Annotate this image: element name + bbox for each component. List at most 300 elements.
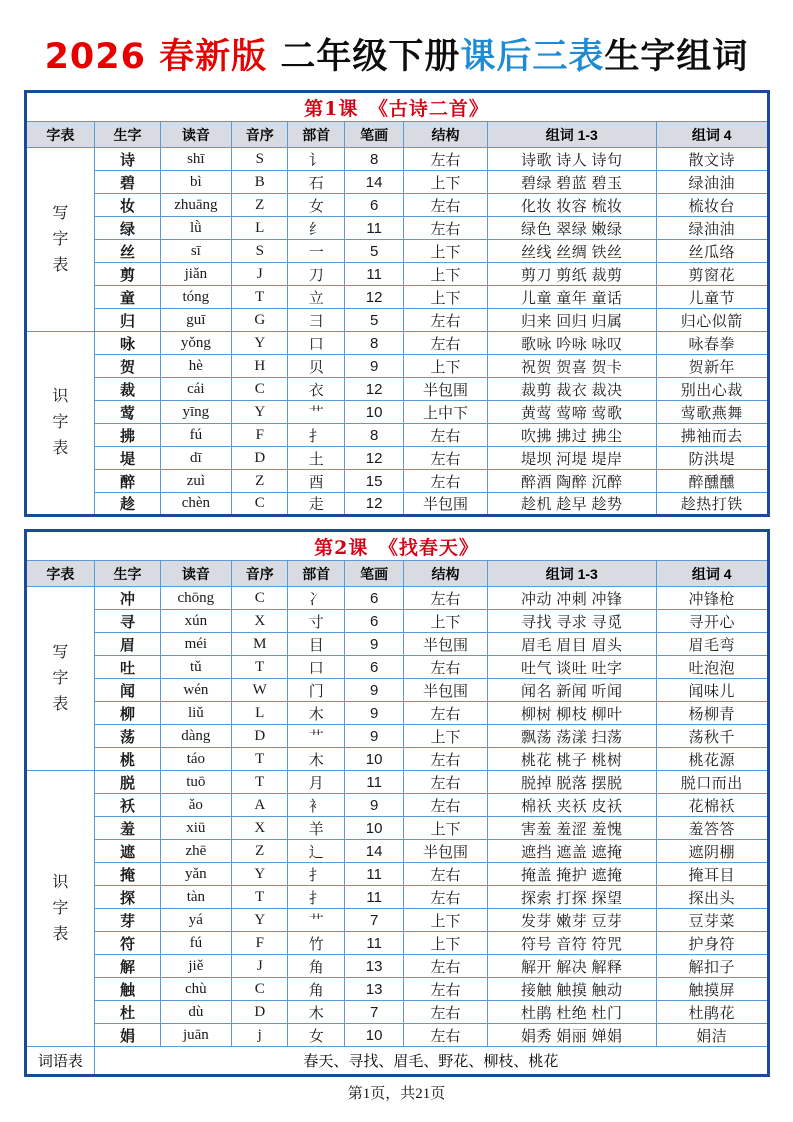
column-header: 结构	[404, 122, 487, 148]
alphabet-order-cell: T	[232, 886, 288, 909]
radical-cell: 扌	[288, 424, 344, 447]
column-header: 读音	[160, 561, 231, 587]
alphabet-order-cell: C	[232, 378, 288, 401]
pinyin-cell: yá	[160, 909, 231, 932]
words-1-3-cell: 吹拂 拂过 拂尘	[487, 424, 656, 447]
words-1-3-cell: 诗歌 诗人 诗句	[487, 148, 656, 171]
word-4-cell: 贺新年	[656, 355, 768, 378]
stroke-count-cell: 11	[344, 886, 403, 909]
table-row	[25, 401, 768, 424]
stroke-count-cell: 10	[344, 817, 403, 840]
table-row	[25, 1001, 768, 1024]
structure-cell: 左右	[404, 771, 487, 794]
words-1-3-cell: 剪刀 剪纸 裁剪	[487, 263, 656, 286]
character-cell: 醉	[95, 470, 160, 493]
word-4-cell: 护身符	[656, 932, 768, 955]
pinyin-cell: yīng	[160, 401, 231, 424]
structure-cell: 左右	[404, 217, 487, 240]
pinyin-cell: guī	[160, 309, 231, 332]
character-cell: 趁	[95, 493, 160, 516]
character-cell: 遮	[95, 840, 160, 863]
pinyin-cell: táo	[160, 748, 231, 771]
structure-cell: 上下	[404, 240, 487, 263]
word-4-cell: 剪窗花	[656, 263, 768, 286]
alphabet-order-cell: T	[232, 286, 288, 309]
radical-cell: 艹	[288, 725, 344, 748]
character-cell: 符	[95, 932, 160, 955]
structure-cell: 半包围	[404, 493, 487, 516]
alphabet-order-cell: Z	[232, 840, 288, 863]
words-1-3-cell: 眉毛 眉目 眉头	[487, 633, 656, 656]
stroke-count-cell: 11	[344, 932, 403, 955]
column-header: 音序	[232, 122, 288, 148]
alphabet-order-cell: Z	[232, 194, 288, 217]
stroke-count-cell: 6	[344, 656, 403, 679]
character-cell: 羞	[95, 817, 160, 840]
structure-cell: 上下	[404, 725, 487, 748]
structure-cell: 半包围	[404, 633, 487, 656]
words-1-3-cell: 杜鹃 杜绝 杜门	[487, 1001, 656, 1024]
character-cell: 闻	[95, 679, 160, 702]
stroke-count-cell: 9	[344, 355, 403, 378]
table-row	[25, 794, 768, 817]
alphabet-order-cell: S	[232, 240, 288, 263]
table-row	[25, 886, 768, 909]
words-1-3-cell: 化妆 妆容 梳妆	[487, 194, 656, 217]
table-row	[25, 932, 768, 955]
alphabet-order-cell: B	[232, 171, 288, 194]
alphabet-order-cell: j	[232, 1024, 288, 1047]
stroke-count-cell: 6	[344, 610, 403, 633]
alphabet-order-cell: C	[232, 978, 288, 1001]
words-1-3-cell: 碧绿 碧蓝 碧玉	[487, 171, 656, 194]
alphabet-order-cell: M	[232, 633, 288, 656]
table-row	[25, 1024, 768, 1047]
structure-cell: 左右	[404, 863, 487, 886]
stroke-count-cell: 8	[344, 424, 403, 447]
words-1-3-cell: 绿色 翠绿 嫩绿	[487, 217, 656, 240]
pinyin-cell: dàng	[160, 725, 231, 748]
alphabet-order-cell: T	[232, 748, 288, 771]
radical-cell: 目	[288, 633, 344, 656]
words-1-3-cell: 探索 打探 探望	[487, 886, 656, 909]
stroke-count-cell: 7	[344, 1001, 403, 1024]
structure-cell: 左右	[404, 194, 487, 217]
radical-cell: 土	[288, 447, 344, 470]
character-cell: 莺	[95, 401, 160, 424]
words-1-3-cell: 发芽 嫩芽 豆芽	[487, 909, 656, 932]
word-4-cell: 寻开心	[656, 610, 768, 633]
column-header: 结构	[404, 561, 487, 587]
word-4-cell: 绿油油	[656, 171, 768, 194]
column-header: 生字	[95, 561, 160, 587]
character-cell: 归	[95, 309, 160, 332]
radical-cell: 艹	[288, 909, 344, 932]
word-4-cell: 触摸屏	[656, 978, 768, 1001]
title-subject: 生字组词	[604, 37, 749, 77]
column-header: 字表	[25, 561, 95, 587]
character-cell: 童	[95, 286, 160, 309]
table-row	[25, 771, 768, 794]
radical-cell: 木	[288, 1001, 344, 1024]
character-cell: 解	[95, 955, 160, 978]
radical-cell: 刀	[288, 263, 344, 286]
word-4-cell: 荡秋千	[656, 725, 768, 748]
word-4-cell: 趁热打铁	[656, 493, 768, 516]
structure-cell: 左右	[404, 148, 487, 171]
words-1-3-cell: 掩盖 掩护 遮掩	[487, 863, 656, 886]
pinyin-cell: zhuāng	[160, 194, 231, 217]
stroke-count-cell: 6	[344, 587, 403, 610]
structure-cell: 左右	[404, 886, 487, 909]
table-row	[25, 702, 768, 725]
pinyin-cell: xiū	[160, 817, 231, 840]
table-row	[25, 909, 768, 932]
words-1-3-cell: 桃花 桃子 桃树	[487, 748, 656, 771]
radical-cell: 寸	[288, 610, 344, 633]
stroke-count-cell: 13	[344, 955, 403, 978]
alphabet-order-cell: L	[232, 217, 288, 240]
alphabet-order-cell: D	[232, 725, 288, 748]
table-row	[25, 194, 768, 217]
column-header: 字表	[25, 122, 95, 148]
alphabet-order-cell: T	[232, 771, 288, 794]
table-row	[25, 286, 768, 309]
column-header-row	[25, 122, 768, 148]
character-cell: 脱	[95, 771, 160, 794]
table-row	[25, 748, 768, 771]
stroke-count-cell: 13	[344, 978, 403, 1001]
stroke-count-cell: 6	[344, 194, 403, 217]
table-row	[25, 263, 768, 286]
stroke-count-cell: 12	[344, 493, 403, 516]
pinyin-cell: bì	[160, 171, 231, 194]
character-cell: 芽	[95, 909, 160, 932]
words-1-3-cell: 寻找 寻求 寻觅	[487, 610, 656, 633]
character-cell: 掩	[95, 863, 160, 886]
alphabet-order-cell: G	[232, 309, 288, 332]
alphabet-order-cell: Y	[232, 909, 288, 932]
table-row	[25, 840, 768, 863]
alphabet-order-cell: Y	[232, 332, 288, 355]
table-row	[25, 679, 768, 702]
word-4-cell: 防洪堤	[656, 447, 768, 470]
character-cell: 桃	[95, 748, 160, 771]
radical-cell: 女	[288, 194, 344, 217]
pinyin-cell: dù	[160, 1001, 231, 1024]
stroke-count-cell: 11	[344, 863, 403, 886]
pinyin-cell: tǔ	[160, 656, 231, 679]
character-cell: 堤	[95, 447, 160, 470]
alphabet-order-cell: J	[232, 263, 288, 286]
alphabet-order-cell: T	[232, 656, 288, 679]
character-cell: 妆	[95, 194, 160, 217]
alphabet-order-cell: Z	[232, 470, 288, 493]
table-row	[25, 955, 768, 978]
column-header: 组词 4	[656, 122, 768, 148]
alphabet-order-cell: S	[232, 148, 288, 171]
structure-cell: 左右	[404, 1024, 487, 1047]
words-1-3-cell: 归来 回归 归属	[487, 309, 656, 332]
word-4-cell: 别出心裁	[656, 378, 768, 401]
structure-cell: 左右	[404, 978, 487, 1001]
word-4-cell: 丝瓜络	[656, 240, 768, 263]
pinyin-cell: chù	[160, 978, 231, 1001]
word-4-cell: 梳妆台	[656, 194, 768, 217]
stroke-count-cell: 12	[344, 378, 403, 401]
word-4-cell: 羞答答	[656, 817, 768, 840]
radical-cell: 一	[288, 240, 344, 263]
character-cell: 娟	[95, 1024, 160, 1047]
words-1-3-cell: 醉酒 陶醉 沉醉	[487, 470, 656, 493]
pinyin-cell: jiǎn	[160, 263, 231, 286]
table-row	[25, 240, 768, 263]
radical-cell: 走	[288, 493, 344, 516]
pinyin-cell: hè	[160, 355, 231, 378]
character-cell: 吐	[95, 656, 160, 679]
words-1-3-cell: 棉袄 夹袄 皮袄	[487, 794, 656, 817]
table-row	[25, 633, 768, 656]
structure-cell: 上下	[404, 286, 487, 309]
word-4-cell: 娟洁	[656, 1024, 768, 1047]
table-row	[25, 355, 768, 378]
lesson-2-table	[24, 529, 770, 1077]
word-4-cell: 冲锋枪	[656, 587, 768, 610]
structure-cell: 上下	[404, 817, 487, 840]
radical-cell: 立	[288, 286, 344, 309]
character-cell: 触	[95, 978, 160, 1001]
character-cell: 探	[95, 886, 160, 909]
column-header: 部首	[288, 561, 344, 587]
pinyin-cell: jiě	[160, 955, 231, 978]
pinyin-cell: yǒng	[160, 332, 231, 355]
pinyin-cell: zhē	[160, 840, 231, 863]
structure-cell: 左右	[404, 309, 487, 332]
word-4-cell: 眉毛弯	[656, 633, 768, 656]
alphabet-order-cell: J	[232, 955, 288, 978]
pinyin-cell: méi	[160, 633, 231, 656]
lesson-title: 第1课 《古诗二首》	[25, 92, 768, 122]
word-4-cell: 儿童节	[656, 286, 768, 309]
character-cell: 冲	[95, 587, 160, 610]
pinyin-cell: fú	[160, 932, 231, 955]
word-4-cell: 豆芽菜	[656, 909, 768, 932]
table-row	[25, 309, 768, 332]
table-row	[25, 978, 768, 1001]
word-4-cell: 遮阴棚	[656, 840, 768, 863]
radical-cell: 讠	[288, 148, 344, 171]
pinyin-cell: chōng	[160, 587, 231, 610]
structure-cell: 左右	[404, 955, 487, 978]
words-1-3-cell: 遮挡 遮盖 遮掩	[487, 840, 656, 863]
word-4-cell: 散文诗	[656, 148, 768, 171]
words-1-3-cell: 吐气 谈吐 吐字	[487, 656, 656, 679]
lesson-1-table	[24, 90, 770, 517]
pinyin-cell: xún	[160, 610, 231, 633]
radical-cell: 口	[288, 656, 344, 679]
radical-cell: 木	[288, 702, 344, 725]
stroke-count-cell: 9	[344, 794, 403, 817]
radical-cell: 木	[288, 748, 344, 771]
pinyin-cell: zuì	[160, 470, 231, 493]
structure-cell: 上下	[404, 355, 487, 378]
column-header: 笔画	[344, 122, 403, 148]
word-4-cell: 花棉袄	[656, 794, 768, 817]
table-row	[25, 493, 768, 516]
radical-cell: 羊	[288, 817, 344, 840]
pinyin-cell: juān	[160, 1024, 231, 1047]
structure-cell: 上下	[404, 171, 487, 194]
stroke-count-cell: 11	[344, 263, 403, 286]
stroke-count-cell: 14	[344, 171, 403, 194]
words-1-3-cell: 堤坝 河堤 堤岸	[487, 447, 656, 470]
table-row	[25, 332, 768, 355]
radical-cell: 口	[288, 332, 344, 355]
pinyin-cell: sī	[160, 240, 231, 263]
column-header: 笔画	[344, 561, 403, 587]
pinyin-cell: cái	[160, 378, 231, 401]
word-list-row	[25, 1047, 768, 1076]
section-label-text: 识 字 表	[52, 388, 69, 457]
alphabet-order-cell: C	[232, 587, 288, 610]
alphabet-order-cell: C	[232, 493, 288, 516]
word-4-cell: 解扣子	[656, 955, 768, 978]
words-1-3-cell: 脱掉 脱落 摆脱	[487, 771, 656, 794]
alphabet-order-cell: H	[232, 355, 288, 378]
structure-cell: 上下	[404, 610, 487, 633]
radical-cell: 冫	[288, 587, 344, 610]
column-header: 音序	[232, 561, 288, 587]
lesson-table-grid	[24, 529, 770, 1077]
column-header: 读音	[160, 122, 231, 148]
radical-cell: 石	[288, 171, 344, 194]
table-row	[25, 424, 768, 447]
structure-cell: 左右	[404, 470, 487, 493]
word-4-cell: 探出头	[656, 886, 768, 909]
character-cell: 荡	[95, 725, 160, 748]
pinyin-cell: tóng	[160, 286, 231, 309]
structure-cell: 上下	[404, 263, 487, 286]
pinyin-cell: dī	[160, 447, 231, 470]
words-1-3-cell: 祝贺 贺喜 贺卡	[487, 355, 656, 378]
structure-cell: 左右	[404, 656, 487, 679]
radical-cell: 彐	[288, 309, 344, 332]
character-cell: 柳	[95, 702, 160, 725]
column-header: 部首	[288, 122, 344, 148]
character-cell: 绿	[95, 217, 160, 240]
lesson-table-grid	[24, 90, 770, 517]
alphabet-order-cell: X	[232, 610, 288, 633]
radical-cell: 月	[288, 771, 344, 794]
table-row	[25, 470, 768, 493]
words-1-3-cell: 趁机 趁早 趁势	[487, 493, 656, 516]
pinyin-cell: wén	[160, 679, 231, 702]
character-cell: 丝	[95, 240, 160, 263]
words-1-3-cell: 黄莺 莺啼 莺歌	[487, 401, 656, 424]
words-1-3-cell: 接触 触摸 触动	[487, 978, 656, 1001]
structure-cell: 半包围	[404, 840, 487, 863]
structure-cell: 上中下	[404, 401, 487, 424]
pinyin-cell: liǔ	[160, 702, 231, 725]
stroke-count-cell: 9	[344, 633, 403, 656]
radical-cell: 纟	[288, 217, 344, 240]
words-1-3-cell: 歌咏 吟咏 咏叹	[487, 332, 656, 355]
word-list-content: 春天、寻找、眉毛、野花、柳枝、桃花	[95, 1047, 768, 1076]
word-4-cell: 吐泡泡	[656, 656, 768, 679]
radical-cell: 竹	[288, 932, 344, 955]
character-cell: 杜	[95, 1001, 160, 1024]
radical-cell: 辶	[288, 840, 344, 863]
stroke-count-cell: 9	[344, 679, 403, 702]
character-cell: 贺	[95, 355, 160, 378]
stroke-count-cell: 9	[344, 725, 403, 748]
structure-cell: 左右	[404, 702, 487, 725]
table-row	[25, 610, 768, 633]
stroke-count-cell: 8	[344, 148, 403, 171]
alphabet-order-cell: W	[232, 679, 288, 702]
alphabet-order-cell: Y	[232, 863, 288, 886]
table-row	[25, 217, 768, 240]
stroke-count-cell: 10	[344, 401, 403, 424]
alphabet-order-cell: F	[232, 424, 288, 447]
stroke-count-cell: 10	[344, 748, 403, 771]
column-header: 组词 1-3	[487, 561, 656, 587]
table-row	[25, 148, 768, 171]
word-4-cell: 绿油油	[656, 217, 768, 240]
structure-cell: 左右	[404, 748, 487, 771]
character-cell: 碧	[95, 171, 160, 194]
words-1-3-cell: 闻名 新闻 听闻	[487, 679, 656, 702]
word-4-cell: 咏春拳	[656, 332, 768, 355]
stroke-count-cell: 5	[344, 309, 403, 332]
section-label-1	[25, 332, 95, 516]
alphabet-order-cell: Y	[232, 401, 288, 424]
word-4-cell: 闻味儿	[656, 679, 768, 702]
word-list-label: 词语表	[25, 1047, 95, 1076]
pinyin-cell: tuō	[160, 771, 231, 794]
alphabet-order-cell: D	[232, 447, 288, 470]
lesson-title: 第2课 《找春天》	[25, 531, 768, 561]
stroke-count-cell: 12	[344, 447, 403, 470]
words-1-3-cell: 裁剪 裁衣 裁决	[487, 378, 656, 401]
word-4-cell: 掩耳目	[656, 863, 768, 886]
column-header: 组词 4	[656, 561, 768, 587]
radical-cell: 艹	[288, 401, 344, 424]
table-row	[25, 378, 768, 401]
title-edition: 2026 春新版	[44, 37, 268, 77]
stroke-count-cell: 10	[344, 1024, 403, 1047]
structure-cell: 上下	[404, 909, 487, 932]
character-cell: 诗	[95, 148, 160, 171]
alphabet-order-cell: X	[232, 817, 288, 840]
stroke-count-cell: 9	[344, 702, 403, 725]
column-header-row	[25, 561, 768, 587]
title-tables: 课后三表	[460, 37, 605, 77]
stroke-count-cell: 11	[344, 217, 403, 240]
section-label-text: 识 字 表	[52, 873, 69, 943]
section-label-1	[25, 771, 95, 1047]
stroke-count-cell: 14	[344, 840, 403, 863]
words-1-3-cell: 丝线 丝绸 铁丝	[487, 240, 656, 263]
radical-cell: 扌	[288, 886, 344, 909]
word-4-cell: 杜鹃花	[656, 1001, 768, 1024]
radical-cell: 门	[288, 679, 344, 702]
section-label-text: 写 字 表	[52, 643, 69, 713]
words-1-3-cell: 符号 音符 符咒	[487, 932, 656, 955]
stroke-count-cell: 5	[344, 240, 403, 263]
word-4-cell: 拂袖而去	[656, 424, 768, 447]
words-1-3-cell: 冲动 冲刺 冲锋	[487, 587, 656, 610]
